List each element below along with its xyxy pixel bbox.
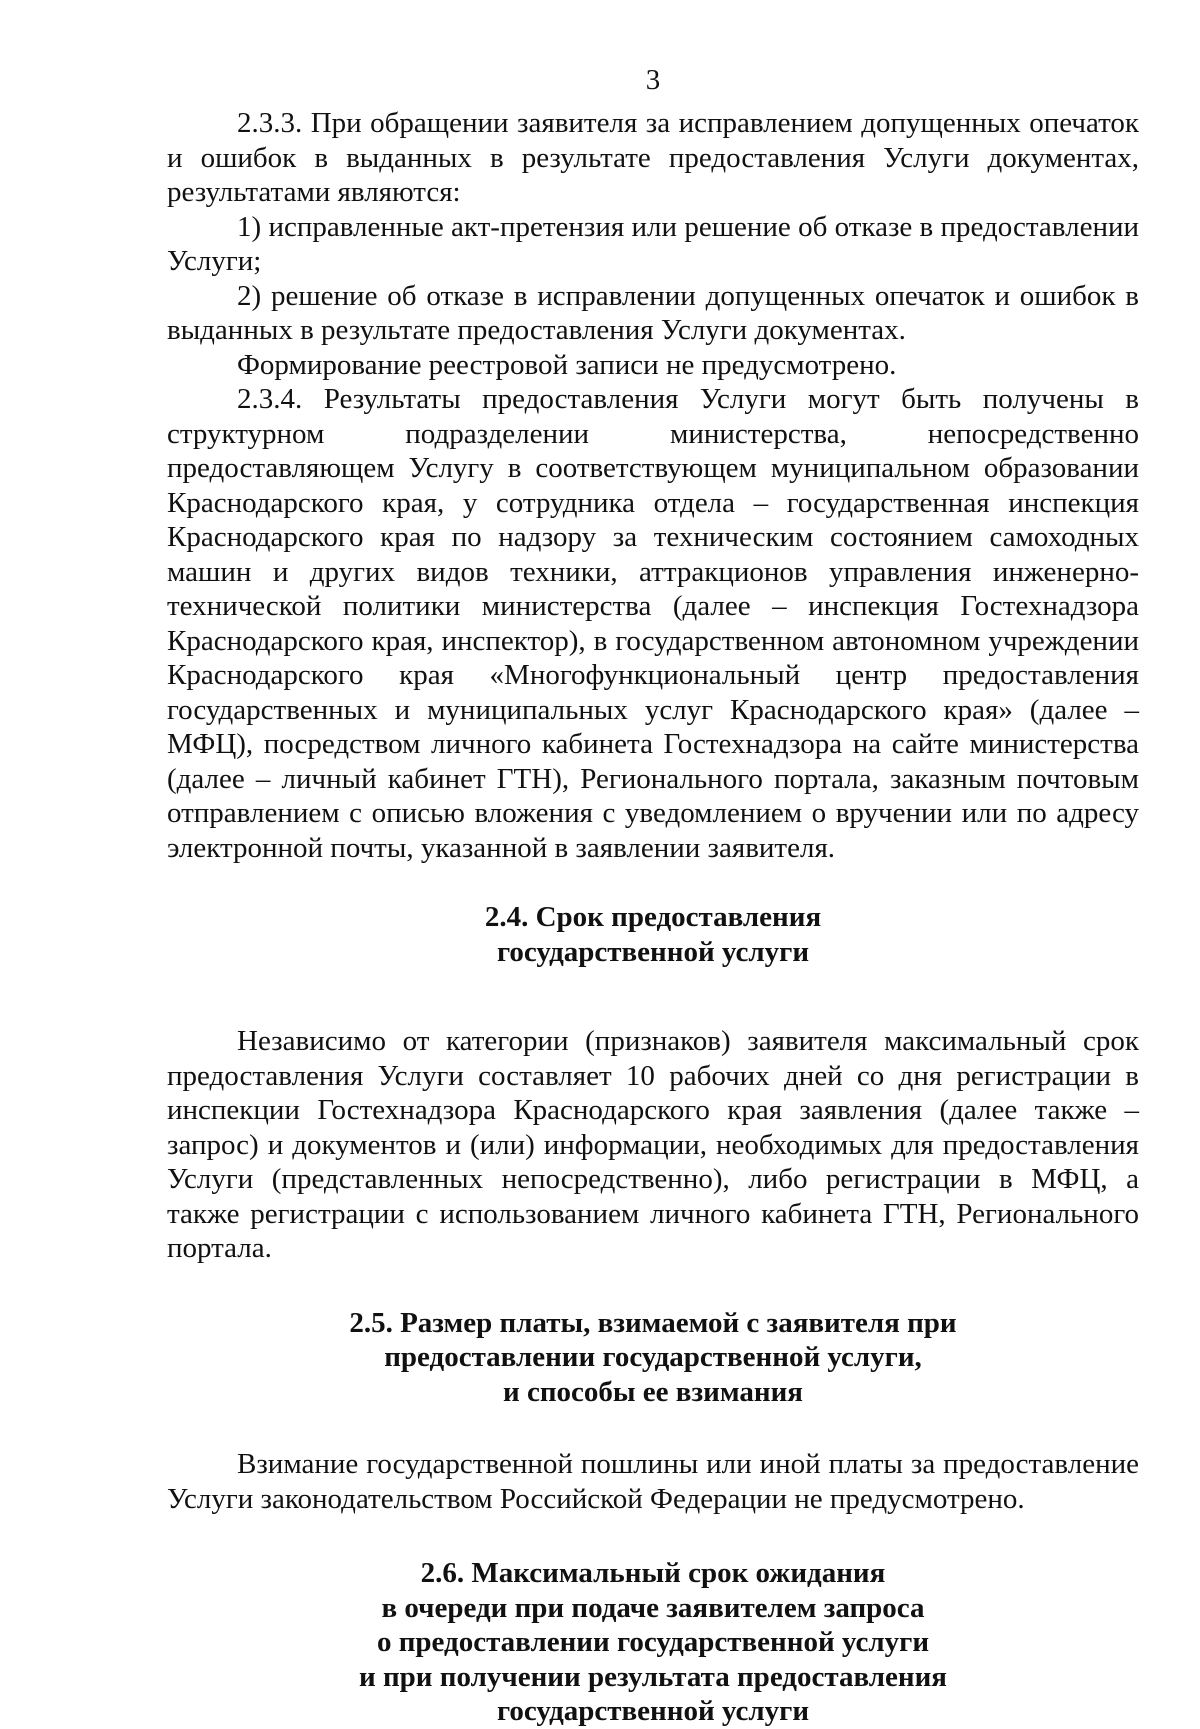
- paragraph-2-3-3: 2.3.3. При обращении заявителя за исправлением допущенных опечаток и ошибок в выданных в результате предоставления Услуги документах, результатами являются:: [167, 107, 1139, 208]
- document-page: [167, 60, 1139, 1729]
- paragraph-2-3-4: 2.3.4. Результаты предоставления Услуги могут быть получены в структурном подразделении министерства, непосредственно предоставляющем Услугу в соответствующем муниципальном образовании Краснодарского края, у сотрудника отдела – государственная инспекция Краснодарского края по надзору за техническим состоянием самоходных машин и других видов техники, аттракционов управления инженерно-технической политики министерства (далее – инспекция Гостехнадзора Краснодарского края, инспектор), в государственном автономном учреждении Краснодарского края «Многофункциональный центр предоставления государственных и муниципальных услуг Краснодарского края» (далее – МФЦ), посредством личного кабинета Гостехнадзора на сайте министерства (далее – личный кабинет ГТН), Регионального портала, заказным почтовым отправлением с описью вложения с уведомлением о вручении или по адресу электронной почты, указанной в заявлении заявителя.: [167, 383, 1139, 864]
- heading-line: государственной услуги: [496, 935, 810, 968]
- paragraph-item-2: 2) решение об отказе в исправлении допущенных опечаток и ошибок в выданных в результате предоставления Услуги документах.: [167, 279, 1139, 346]
- section-heading-2-5: [167, 1306, 1139, 1410]
- heading-line: в очереди при подаче заявителем запроса: [381, 1591, 925, 1624]
- paragraph-item-1: 1) исправленные акт-претензия или решение об отказе в предоставлении Услуги;: [167, 210, 1139, 277]
- section-heading-2-4: [167, 900, 1139, 969]
- paragraph-registry-note: Формирование реестровой записи не предусмотрено.: [237, 348, 897, 381]
- heading-line: 2.4. Срок предоставления: [484, 901, 822, 933]
- heading-line: 2.5. Размер платы, взимаемой с заявителя при: [349, 1306, 957, 1339]
- heading-line: о предоставлении государственной услуги: [376, 1626, 930, 1658]
- section-heading-2-6: [167, 1556, 1139, 1729]
- heading-line: и способы ее взимания: [503, 1375, 803, 1408]
- heading-line: предоставлении государственной услуги,: [384, 1341, 922, 1373]
- heading-line: и при получении результата предоставления: [359, 1660, 947, 1693]
- section-2-4-text: Независимо от категории (признаков) заявителя максимальный срок предоставления Услуги составляет 10 рабочих дней со дня регистрации в инспекции Гостехнадзора Краснодарского края заявления (далее также – запрос) и документов и (или) информации, необходимых для предоставления Услуги (представленных непосредственно), либо регистрации в МФЦ, а также регистрации с использованием личного кабинета ГТН, Регионального портала.: [167, 1025, 1139, 1264]
- heading-line: государственной услуги: [496, 1695, 810, 1727]
- section-2-5-text: Взимание государственной пошлины или иной платы за предоставление Услуги законодательством Российской Федерации не предусмотрено.: [167, 1448, 1139, 1515]
- page-number: 3: [645, 64, 661, 96]
- heading-line: 2.6. Максимальный срок ожидания: [420, 1557, 886, 1589]
